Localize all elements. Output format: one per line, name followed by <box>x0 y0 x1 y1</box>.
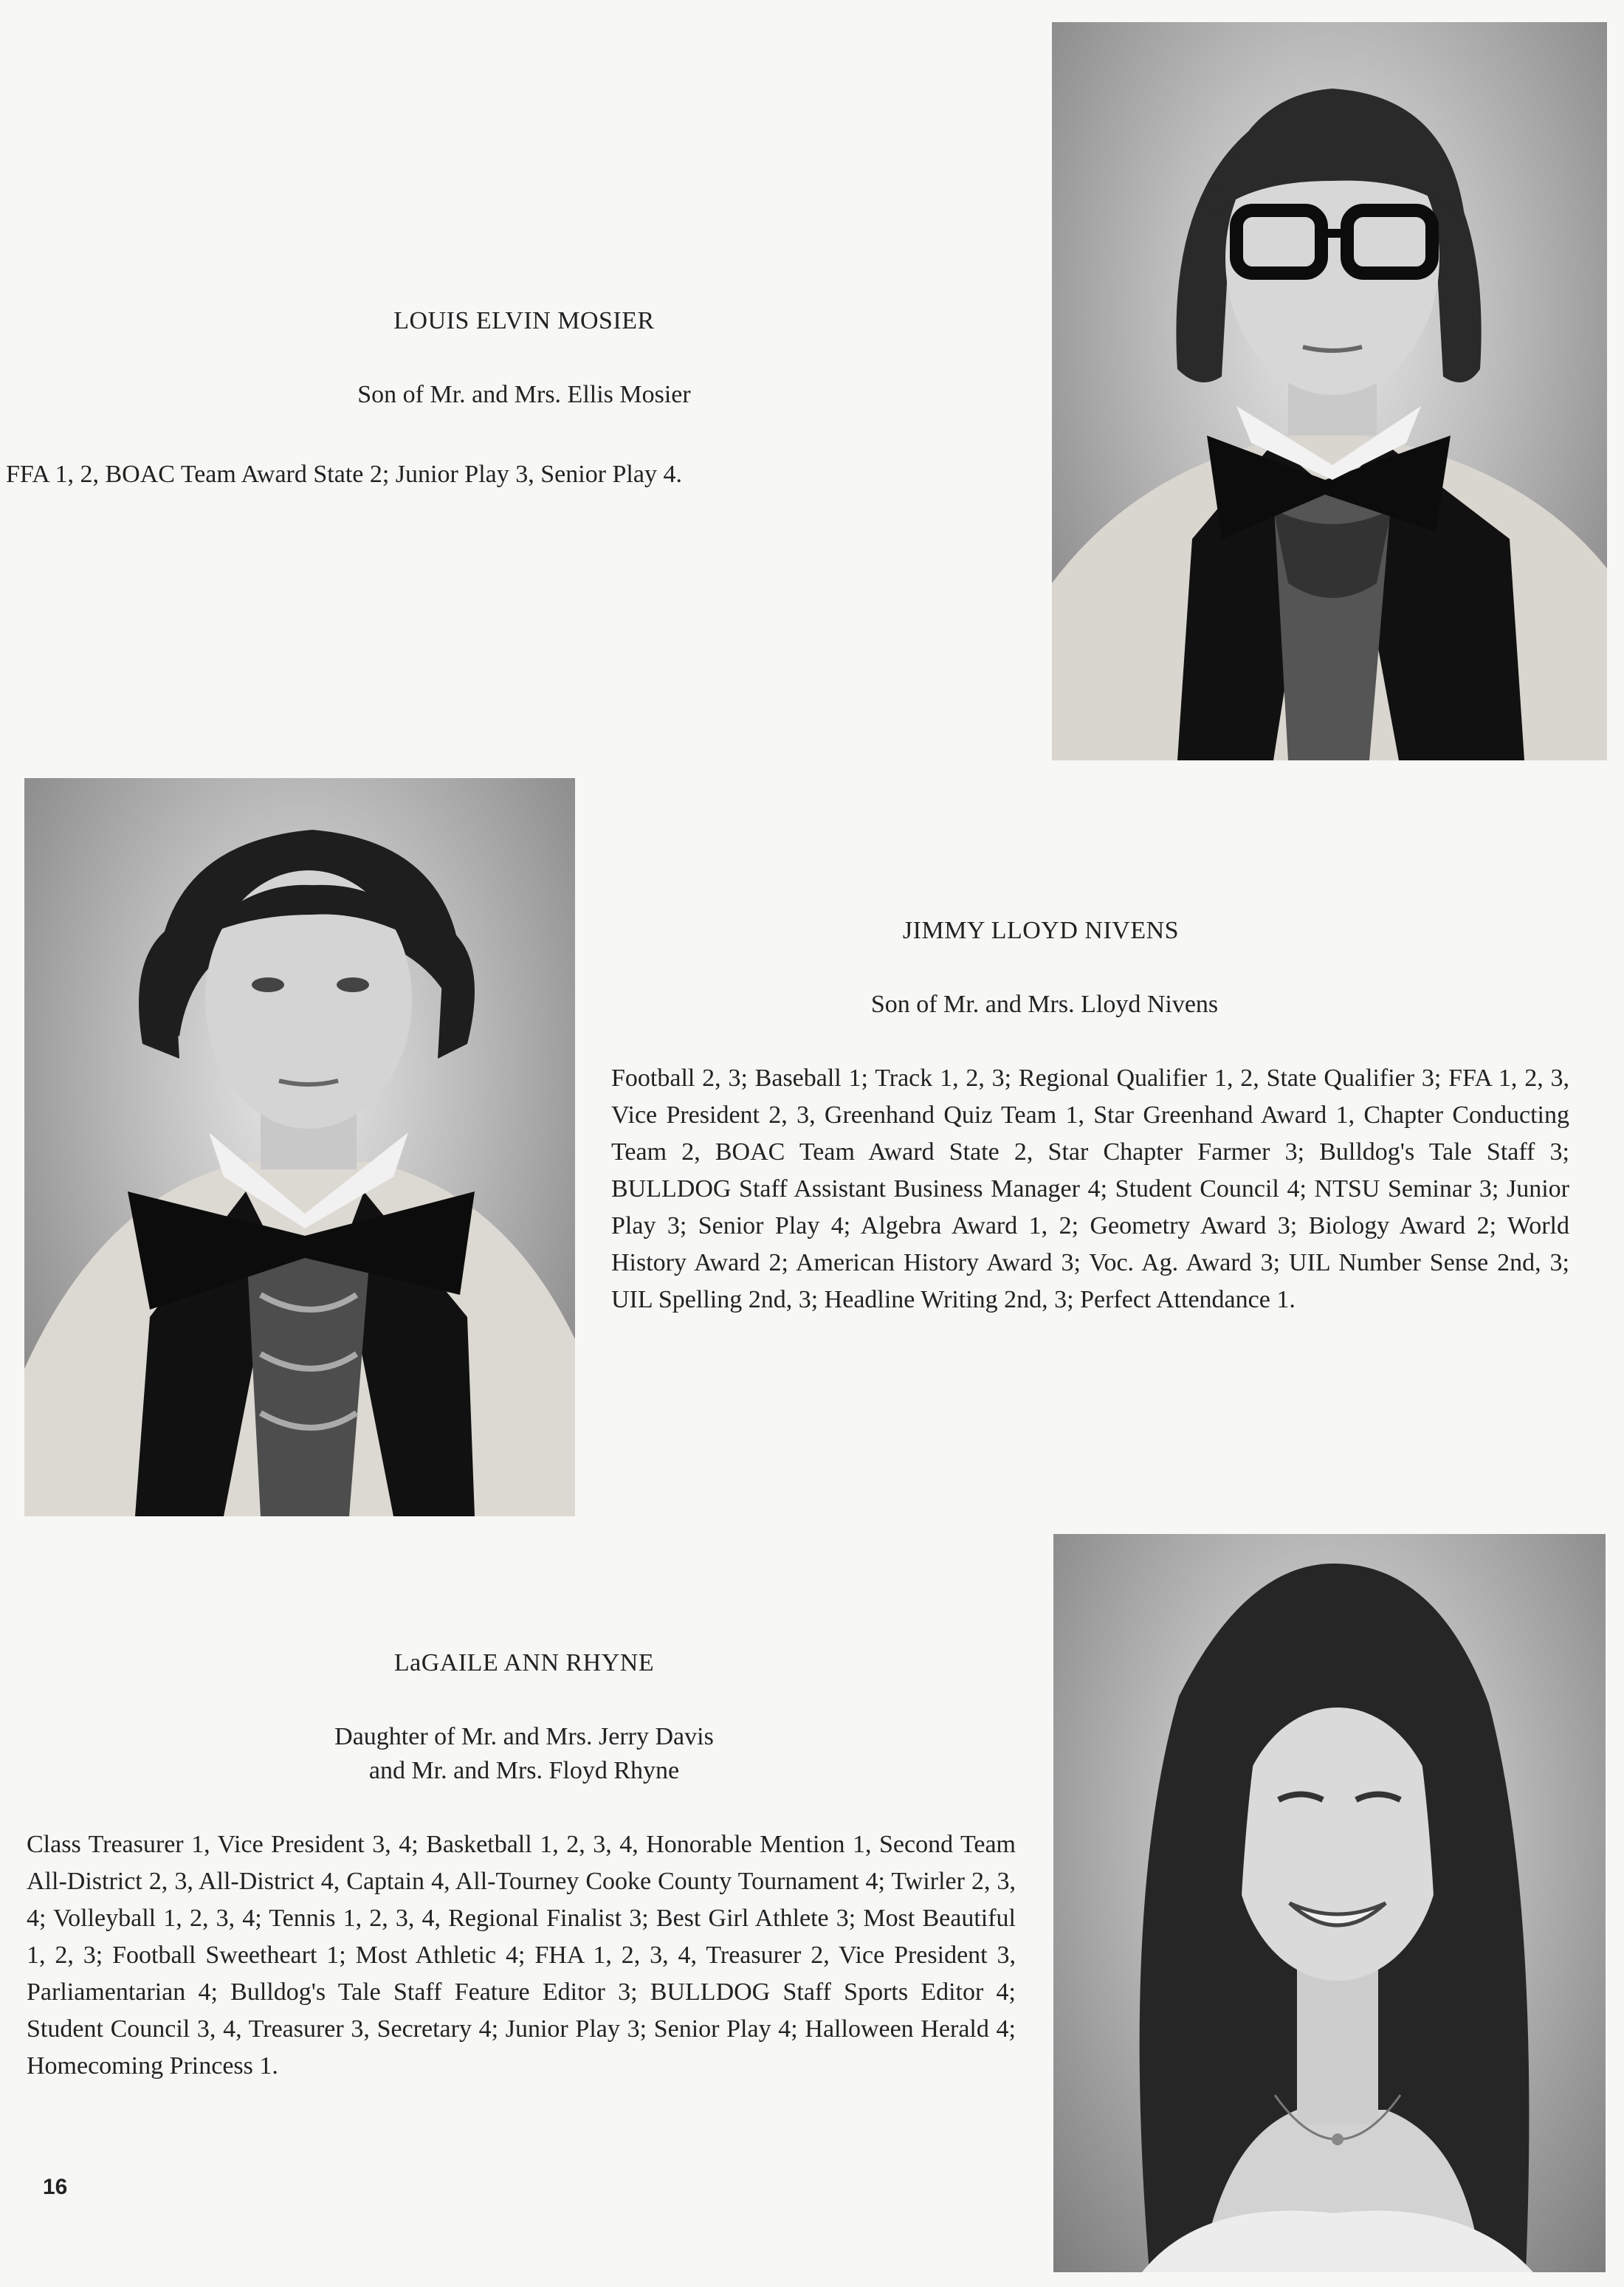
parents-line: and Mr. and Mrs. Floyd Rhyne <box>368 1757 680 1784</box>
portrait-young-man-glasses-icon <box>1052 22 1607 760</box>
portrait-young-man-icon <box>24 778 575 1516</box>
student-parents <box>236 1720 812 1788</box>
portrait-young-woman-icon <box>1053 1534 1606 2272</box>
portrait-photo-mosier <box>1052 22 1607 760</box>
student-activities: Football 2, 3; Baseball 1; Track 1, 2, 3; Regional Qualifier 1, 2, State Qualifier 3; FFA 1, 2, 3, Vice President 2, 3, Greenhand Quiz Team 1, Star Greenhand Award 1, Chapter Conducting Team 2, BOAC Team Award State 2, Star Chapter Farmer 3; Bulldog's Tale Staff 3; BULLDOG Staff Assistant Business Manager 4; Student Council 4; NTSU Seminar 3; Junior Play 3; Senior Play 4; Algebra Award 1, 2; Geometry Award 3; Biology Award 2; World History Award 2; American History Award 3; Voc. Ag. Award 3; UIL Number Sense 2nd, 3; UIL Spelling 2nd, 3; Headline Writing 2nd, 3; Perfect Attendance 1. <box>611 1065 1569 1313</box>
student-name: LaGAILE ANN RHYNE <box>393 1649 655 1676</box>
parents-line: Daughter of Mr. and Mrs. Jerry Davis <box>334 1723 714 1750</box>
student-name: LOUIS ELVIN MOSIER <box>393 307 655 334</box>
student-name: JIMMY LLOYD NIVENS <box>902 917 1180 944</box>
student-parents <box>236 378 812 412</box>
student-activities: Class Treasurer 1, Vice President 3, 4; Basketball 1, 2, 3, 4, Honorable Mention 1, Second Team All-District 2, 3, All-District 4, Captain 4, All-Tourney Cooke County Tournament 4; Twirler 2, 3, 4; Volleyball 1, 2, 3, 4; Tennis 1, 2, 3, 4, Regional Finalist 3; Best Girl Athlete 3; Most Beautiful 1, 2, 3; Football Sweetheart 1; Most Athletic 4; FHA 1, 2, 3, 4, Treasurer 2, Vice President 3, Parliamentarian 4; Bulldog's Tale Staff Feature Editor 3; BULLDOG Staff Sports Editor 4; Student Council 3, 4, Treasurer 3, Secretary 4; Junior Play 3; Senior Play 4; Halloween Herald 4; Homecoming Princess 1. <box>27 1831 1016 2080</box>
portrait-photo-nivens <box>24 778 575 1516</box>
parents-line: Son of Mr. and Mrs. Ellis Mosier <box>357 381 691 408</box>
student-parents <box>768 988 1321 1022</box>
portrait-photo-rhyne <box>1053 1534 1606 2272</box>
parents-line: Son of Mr. and Mrs. Lloyd Nivens <box>870 991 1219 1018</box>
page-number: 16 <box>43 2175 68 2199</box>
student-activities: FFA 1, 2, BOAC Team Award State 2; Junior Play 3, Senior Play 4. <box>6 461 682 488</box>
